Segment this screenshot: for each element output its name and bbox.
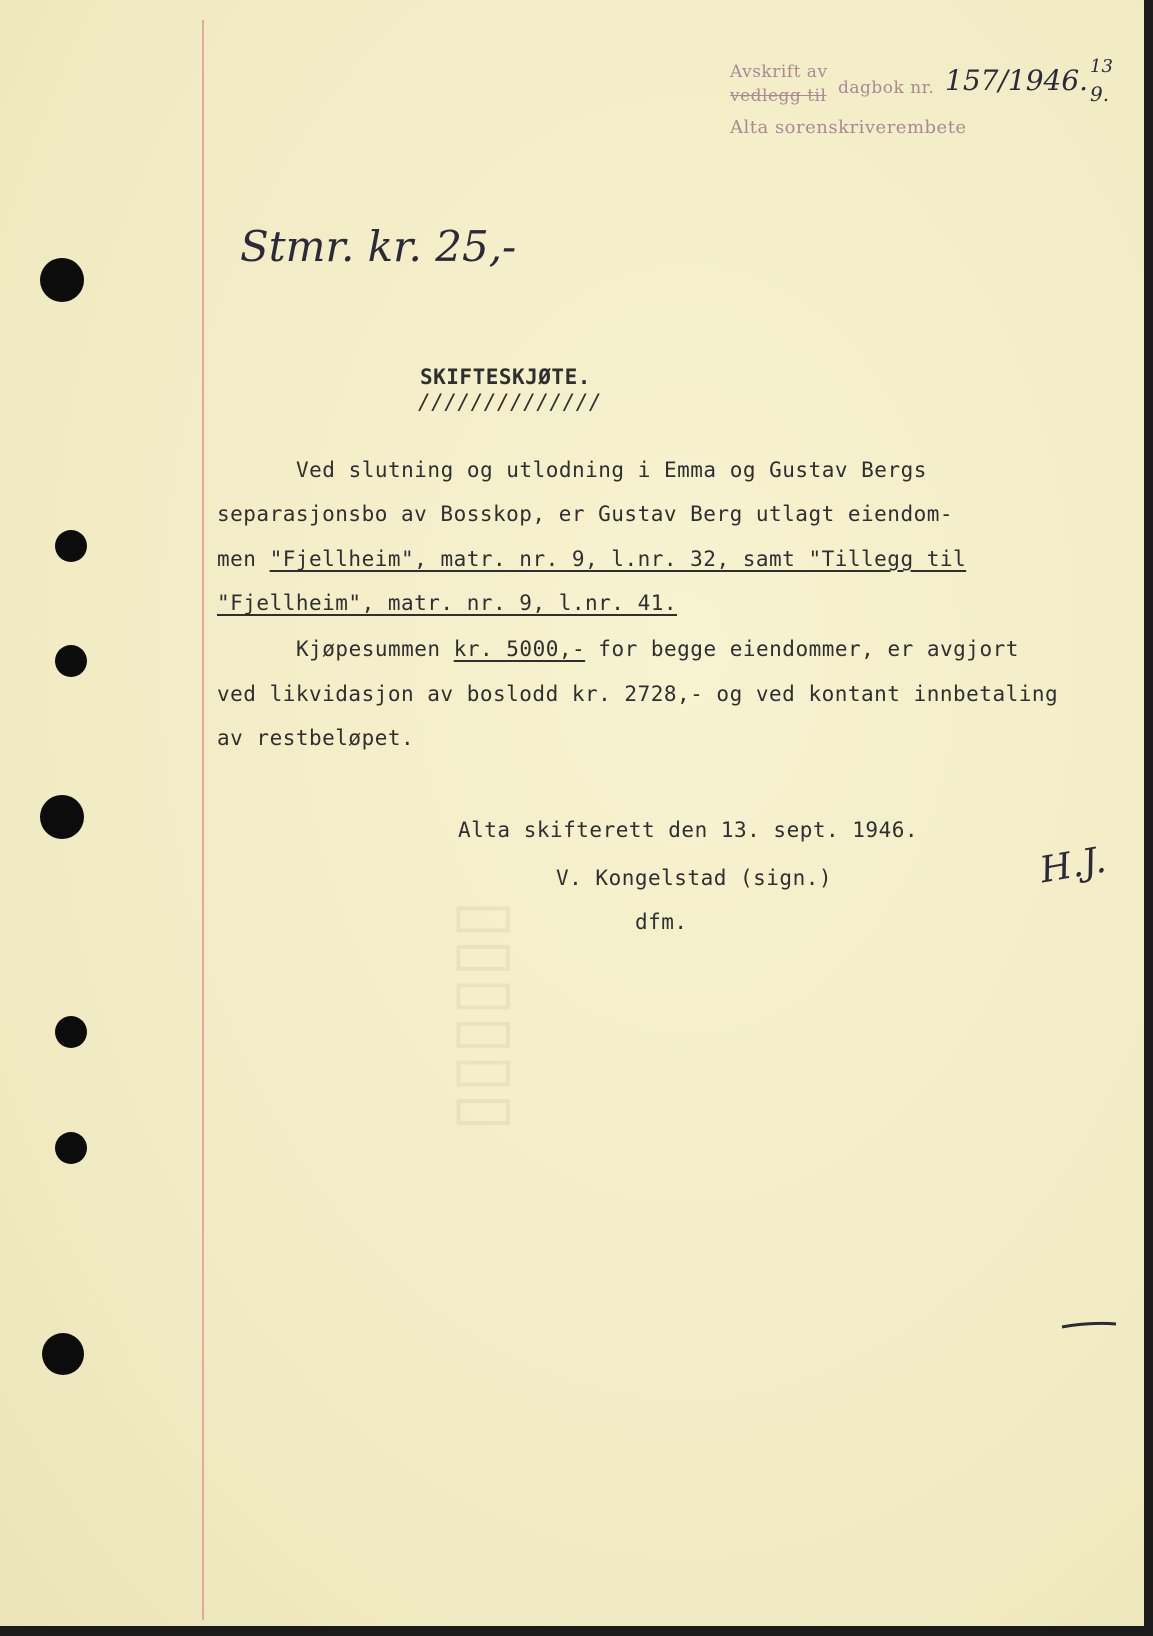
punch-hole <box>55 645 87 677</box>
stamp-struck-text: vedlegg til <box>730 86 827 106</box>
bleed-through-shadow: ▯▯▯▯▯▯ <box>448 900 530 1132</box>
date-bottom: 9. <box>1090 82 1110 106</box>
purchase-label: Kjøpesummen <box>296 637 454 661</box>
document-title: SKIFTESKJØTE. <box>420 365 591 389</box>
paragraph2-line1-end: for begge eiendommer, er avgjort <box>585 637 1019 661</box>
punch-hole <box>55 1132 87 1164</box>
signature: V. Kongelstad (sign.) <box>556 866 833 890</box>
pen-stroke <box>1060 1318 1120 1332</box>
punch-hole <box>40 258 84 302</box>
paragraph1-line3 <box>217 547 966 571</box>
title-abbreviation: dfm. <box>635 910 688 934</box>
stamp-dagbok-label: dagbok nr. <box>838 78 935 98</box>
punch-hole <box>55 530 87 562</box>
place-date: Alta skifterett den 13. sept. 1946. <box>458 818 919 842</box>
paragraph1-line3-start: men <box>217 547 270 571</box>
margin-line <box>202 20 204 1620</box>
paragraph1-line1: Ved slutning og utlodning i Emma og Gustav Bergs <box>296 458 927 482</box>
paragraph1-line2: separasjonsbo av Bosskop, er Gustav Berg utlagt eiendom- <box>217 502 954 526</box>
initials: H.J. <box>1036 839 1109 892</box>
punch-hole <box>55 1016 87 1048</box>
paragraph2-line3: av restbeløpet. <box>217 726 415 750</box>
paragraph2-line1 <box>296 637 1019 661</box>
stamp-line1: Avskrift av <box>730 62 828 82</box>
stamp-duty-note: Stmr. kr. 25,- <box>240 222 517 271</box>
property-description: "Fjellheim", matr. nr. 9, l.nr. 32, samt "Tillegg til <box>269 547 967 571</box>
stamp-office: Alta sorenskriverembete <box>730 117 967 138</box>
paragraph1-line4: "Fjellheim", matr. nr. 9, l.nr. 41. <box>217 591 678 615</box>
purchase-amount: kr. 5000,- <box>453 637 586 661</box>
punch-hole <box>42 1333 84 1375</box>
date-top: 13 <box>1090 56 1113 77</box>
dagbok-number: 157/1946. <box>945 64 1089 97</box>
paragraph2-line2: ved likvidasjon av boslodd kr. 2728,- og ved kontant innbetaling <box>217 682 1059 706</box>
title-underline: ////////////// <box>418 390 603 414</box>
punch-hole <box>40 795 84 839</box>
